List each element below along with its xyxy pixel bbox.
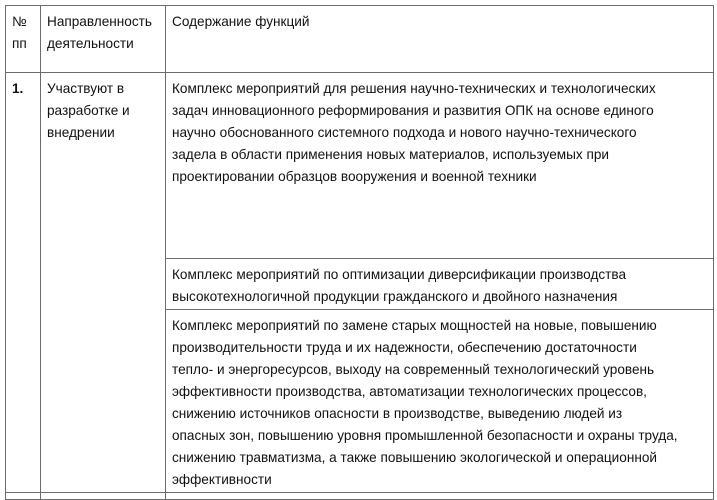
content-line: Комплекс мероприятий по замене старых мощностей на новые, повышению — [172, 318, 657, 333]
content-line: задела в области применения новых материалов, используемых при — [172, 147, 609, 162]
row-direction-line: внедрении — [47, 125, 115, 140]
content-line: опасных зон, повышению уровня промышленной безопасности и охраны труда, — [172, 428, 678, 443]
next-row-direction-cell — [41, 493, 166, 500]
content-line: снижению источников опасности в производстве, выведению людей из — [172, 406, 623, 421]
content-line: высокотехнологичной продукции гражданского и двойного назначения — [172, 289, 618, 304]
content-line: эффективности производства, автоматизации технологических процессов, — [172, 384, 647, 399]
row-number: 1. — [12, 81, 24, 96]
next-row-content-cell — [166, 493, 714, 500]
header-content-label: Содержание функций — [172, 14, 310, 29]
header-direction — [41, 6, 166, 73]
table-row-next — [6, 493, 714, 500]
header-number — [6, 6, 41, 73]
content-item-1 — [166, 73, 714, 259]
content-line: снижению травматизма, а также повышению экологической и операционной — [172, 450, 658, 465]
content-line: производительности труда и их надежности, обеспечению достаточности — [172, 340, 637, 355]
content-line: тепло- и энергоресурсов, выходу на современный технологический уровень — [172, 362, 655, 377]
row-number-cell — [6, 73, 41, 493]
content-line: научно обоснованного системного подхода и нового научно-технического — [172, 125, 637, 140]
content-line: эффективности — [172, 472, 272, 487]
table-row — [6, 73, 714, 259]
content-item-3 — [166, 310, 714, 493]
row-direction-line: Участвуют в — [47, 81, 125, 96]
header-direction-line1: Направленность — [47, 14, 152, 29]
row-direction-cell — [41, 73, 166, 493]
content-item-2 — [166, 259, 714, 310]
next-row-number-cell — [6, 493, 41, 500]
row-direction-line: разработке и — [47, 103, 130, 118]
content-line: Комплекс мероприятий по оптимизации диверсификации производства — [172, 267, 627, 282]
header-number-line2: пп — [12, 36, 27, 51]
functions-table — [5, 5, 714, 500]
header-content — [166, 6, 714, 73]
content-line: задач инновационного реформирования и развития ОПК на основе единого — [172, 103, 654, 118]
content-line: проектировании образцов вооружения и военной техники — [172, 169, 537, 184]
table-header-row — [6, 6, 714, 73]
document-page — [5, 5, 712, 487]
header-number-line1: № — [12, 14, 27, 29]
header-direction-line2: деятельности — [47, 36, 134, 51]
content-line: Комплекс мероприятий для решения научно-технических и технологических — [172, 81, 656, 96]
